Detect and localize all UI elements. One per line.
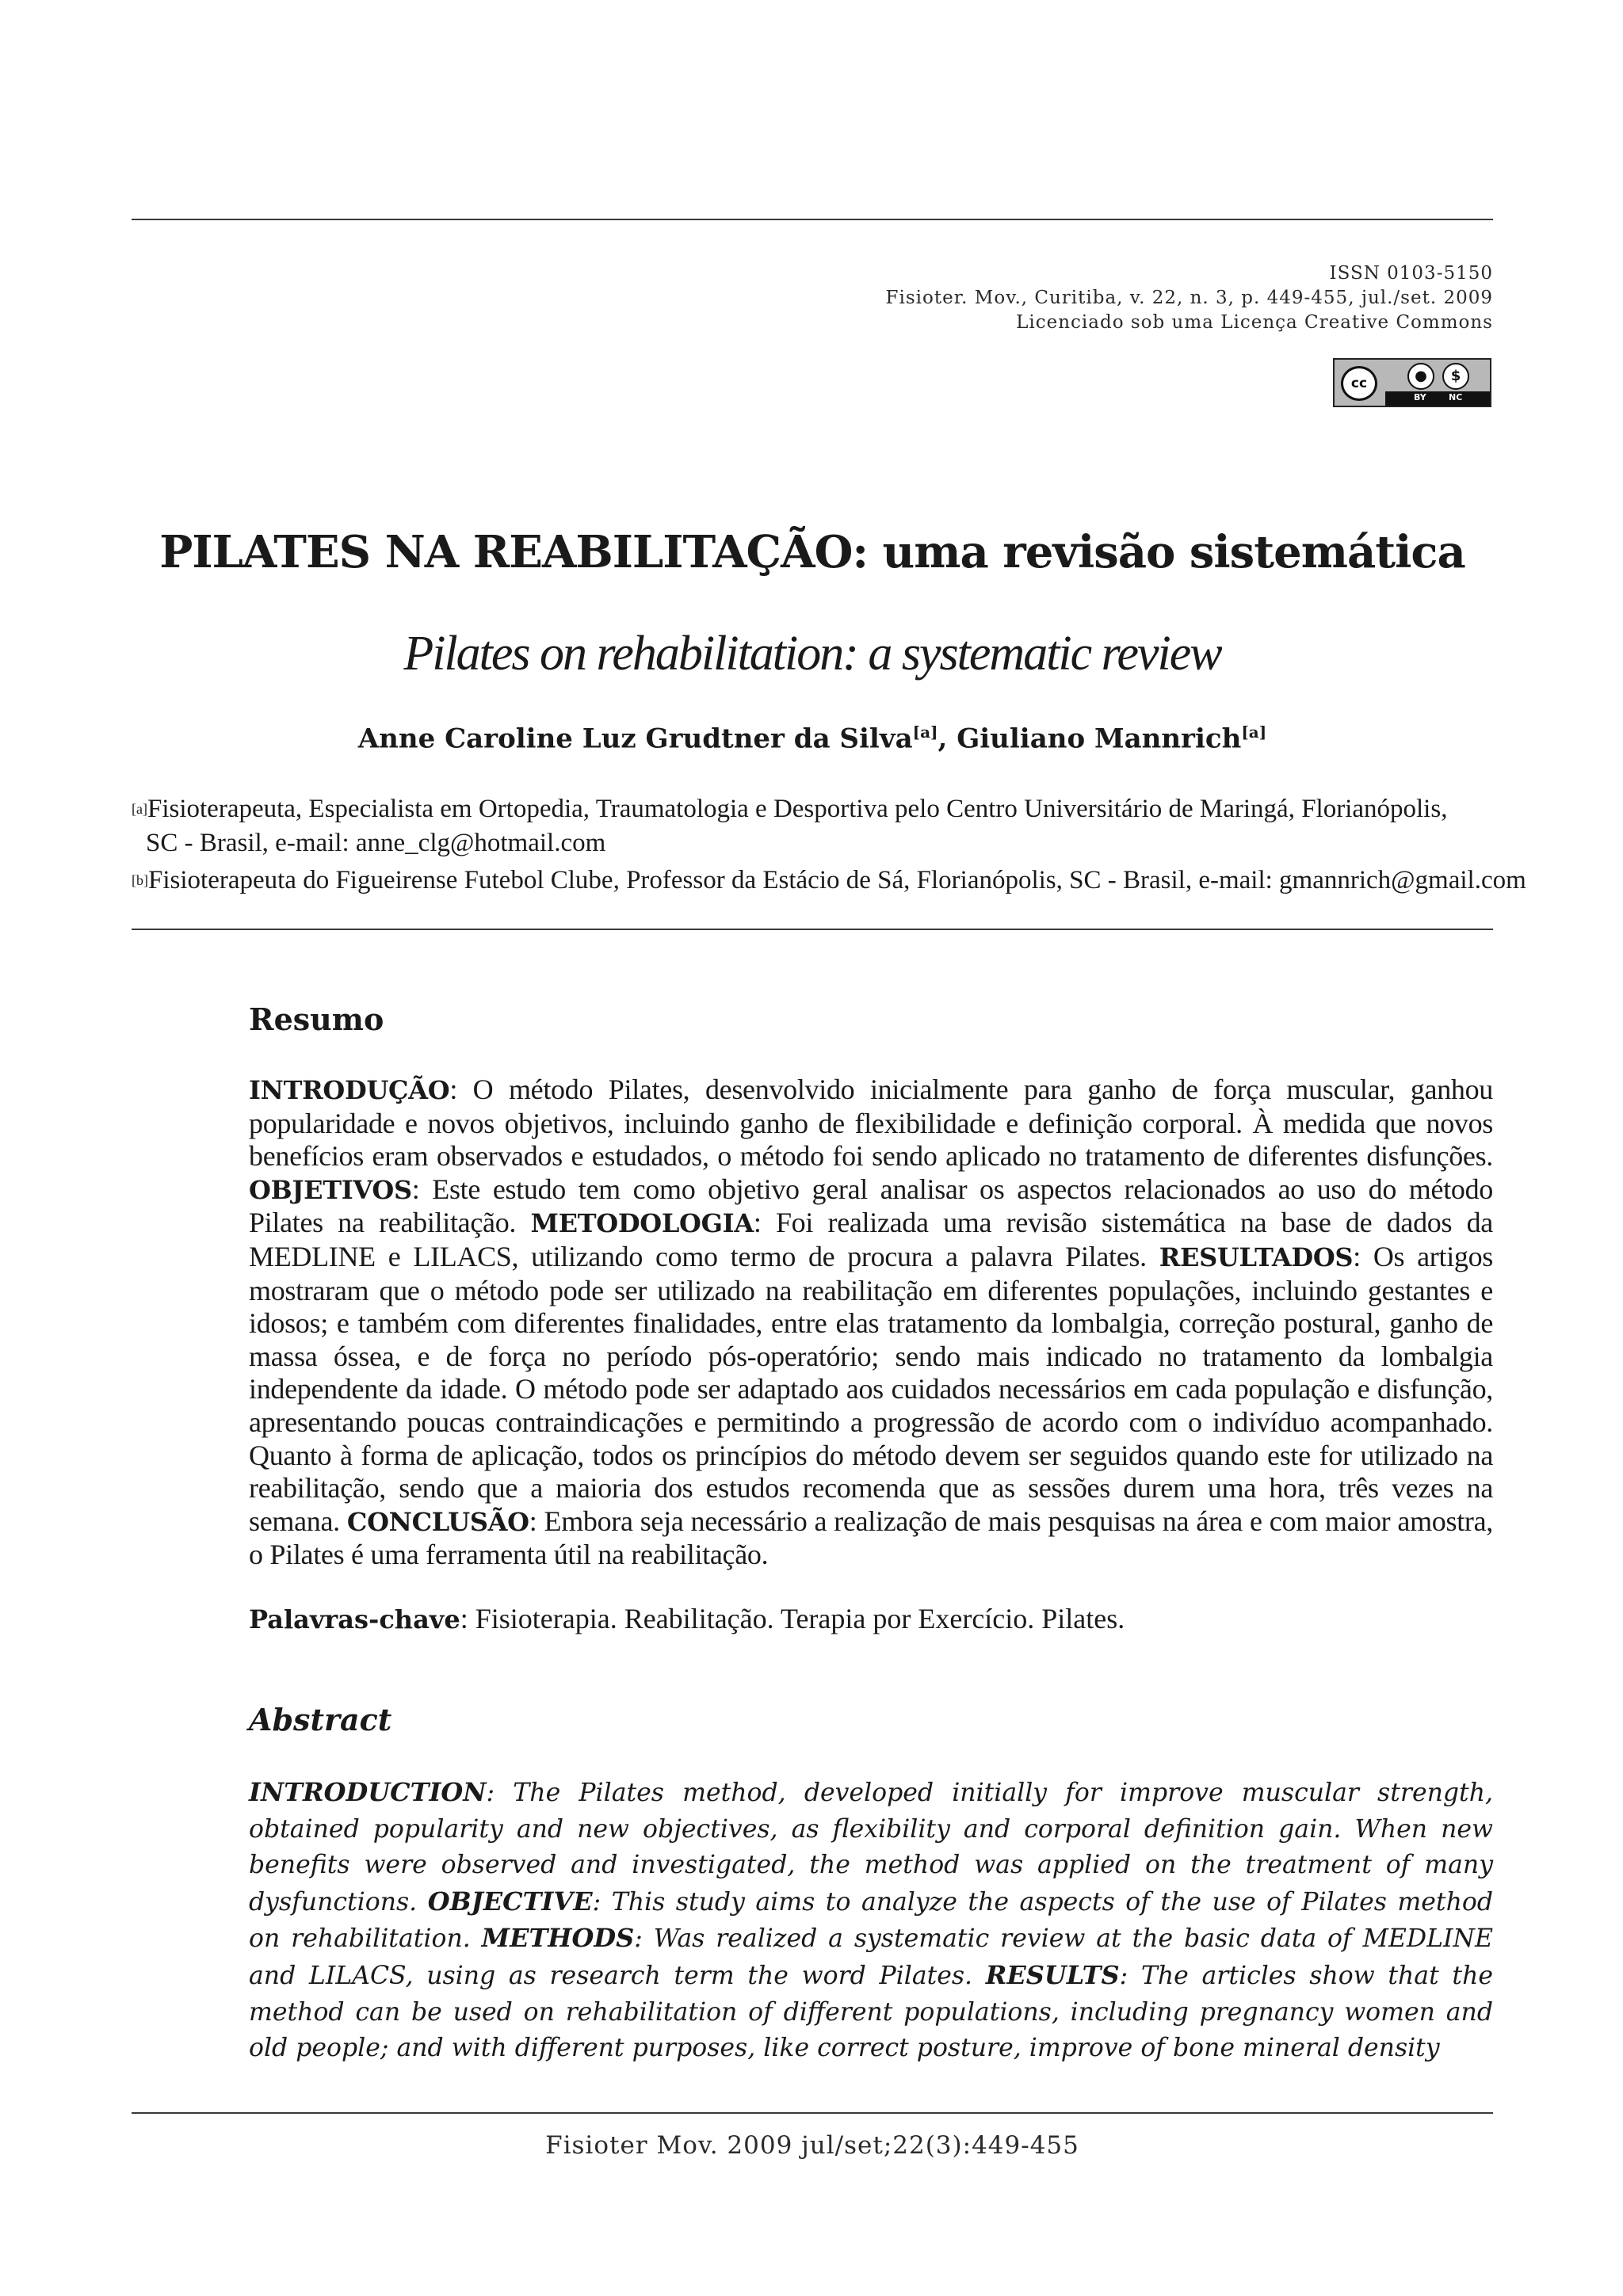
affiliation-b: [132, 864, 1526, 898]
abstract-paragraph: [249, 1775, 1493, 2067]
paper-title: PILATES NA REABILITAÇÃO: uma revisão sistemática: [159, 526, 1465, 578]
top-rule: [132, 219, 1493, 220]
abstract-text: : Was realized a systematic review at the basic data of MEDLINE and LILACS, using as research term the word Pilates.: [249, 1924, 1493, 1990]
affiliation-text: Fisioterapeuta do Figueirense Futebol Clube, Professor da Estácio de Sá, Florianópolis, SC - Brasil, e-mail: gmannrich@gmail.com: [148, 866, 1526, 894]
label-methods: METHODS: [481, 1923, 635, 1954]
resumo-text: : O método Pilates, desenvolvido inicialmente para ganho de força muscular, ganhou popularidade e novos objetivos, incluindo ganho de flexibilidade e definição corporal. À medida que novos benefícios eram observados e estudados, o método foi sendo aplicado no tratamento de diferentes disfunções.: [249, 1074, 1493, 1173]
resumo-text: : Os artigos mostraram que o método pode ser utilizado na reabilitação em diferentes populações, incluindo gestantes e idosos; e também com diferentes finalidades, entre elas tratamento da lombalgia, correção postural, ganho de massa óssea, e de força no período pós-operatório; sendo mais indicado no tratamento da lombalgia independente da idade. O método pode ser adaptado aos cuidados necessários em cada população e disfunção, apresentando poucas contraindicações e permitindo a progressão de acordo com o indivíduo acompanhado. Quanto à forma de aplicação, todos os princípios do método devem ser seguidos quando este for utilizado na reabilitação, sendo que a maioria dos estudos recomenda que as sessões durem uma hora, três vezes na semana.: [249, 1240, 1494, 1537]
paper-subtitle: Pilates on rehabilitation: a systematic review: [403, 627, 1221, 681]
label-objetivos: OBJETIVOS: [249, 1174, 412, 1205]
resumo-text: : Foi realizada uma revisão sistemática na base de dados da MEDLINE e LILACS, utilizando como termo de procura a palavra Pilates.: [249, 1207, 1493, 1272]
label-introduction: INTRODUCTION: [249, 1777, 487, 1807]
author-name: Anne Caroline Luz Grudtner da Silva: [357, 723, 913, 755]
label-resultados: RESULTADOS: [1159, 1241, 1354, 1272]
affiliation-mark: [b]: [132, 872, 148, 888]
label-conclusao: CONCLUSÃO: [346, 1506, 529, 1537]
by-label: BY: [1414, 392, 1426, 402]
abstract-text: : This study aims to analyze the aspects of the use of Pilates method on rehabilitation.: [249, 1887, 1493, 1954]
label-objective: OBJECTIVE: [427, 1886, 593, 1917]
nc-label: NC: [1449, 392, 1463, 402]
abstract-heading: Abstract: [249, 1702, 392, 1737]
author-name: Giuliano Mannrich: [957, 723, 1242, 755]
affiliation-text: SC - Brasil, e-mail: anne_clg@hotmail.com: [146, 829, 606, 857]
citation: Fisioter. Mov., Curitiba, v. 22, n. 3, p. 449-455, jul./set. 2009: [885, 288, 1493, 308]
resumo-text: : Embora seja necessário a realização de mais pesquisas na área e com maior amostra, o Pilates é uma ferramenta útil na reabilitação.: [249, 1505, 1493, 1571]
author-list: [132, 723, 1493, 754]
cc-label-strip: [1385, 391, 1490, 406]
by-person-icon: ●: [1407, 363, 1434, 390]
cc-icon: cc: [1341, 366, 1377, 401]
noncommercial-icon: $: [1442, 363, 1469, 390]
journal-meta: [886, 261, 1493, 335]
affiliation-text: Fisioterapeuta, Especialista em Ortopedia, Traumatologia e Desportiva pelo Centro Universitário de Maringá, Florianópolis,: [147, 795, 1448, 823]
keywords-label: Palavras-chave: [249, 1604, 460, 1634]
author-separator: ,: [938, 723, 957, 755]
page-footer: Fisioter Mov. 2009 jul/set;22(3):449-455: [545, 2131, 1079, 2160]
keywords-line: [249, 1602, 1493, 1635]
license-text: Licenciado sob uma Licença Creative Commons: [1016, 312, 1493, 333]
resumo-paragraph: [249, 1074, 1493, 1572]
affiliation-mark: [a]: [132, 801, 147, 817]
keywords-text: : Fisioterapia. Reabilitação. Terapia por Exercício. Pilates.: [460, 1603, 1125, 1634]
abstract-text: : The articles show that the method can be used on rehabilitation of different populations, including pregnancy women and old people; and with different purposes, like correct posture, improve of bone mineral density: [249, 1961, 1493, 2063]
label-introducao: INTRODUÇÃO: [249, 1075, 450, 1105]
resumo-text: : Este estudo tem como objetivo geral analisar os aspectos relacionados ao uso do método Pilates na reabilitação.: [249, 1173, 1493, 1239]
affiliation-a: [132, 792, 1496, 860]
affiliation-mark: [a]: [912, 723, 938, 742]
creative-commons-badge[interactable]: [1333, 358, 1491, 407]
label-metodologia: METODOLOGIA: [530, 1208, 754, 1239]
abstract-text: : The Pilates method, developed initially for improve muscular strength, obtained popularity and new objectives, as flexibility and corporal definition gain. When new benefits were observed and investigated, the method was applied on the treatment of many dysfunctions.: [249, 1779, 1493, 1917]
issn: ISSN 0103-5150: [1329, 263, 1493, 284]
affiliation-mark: [a]: [1241, 723, 1267, 742]
footer-rule: [132, 2112, 1493, 2114]
section-rule: [132, 929, 1493, 930]
resumo-heading: Resumo: [249, 1001, 384, 1037]
label-results: RESULTS: [985, 1959, 1120, 1990]
